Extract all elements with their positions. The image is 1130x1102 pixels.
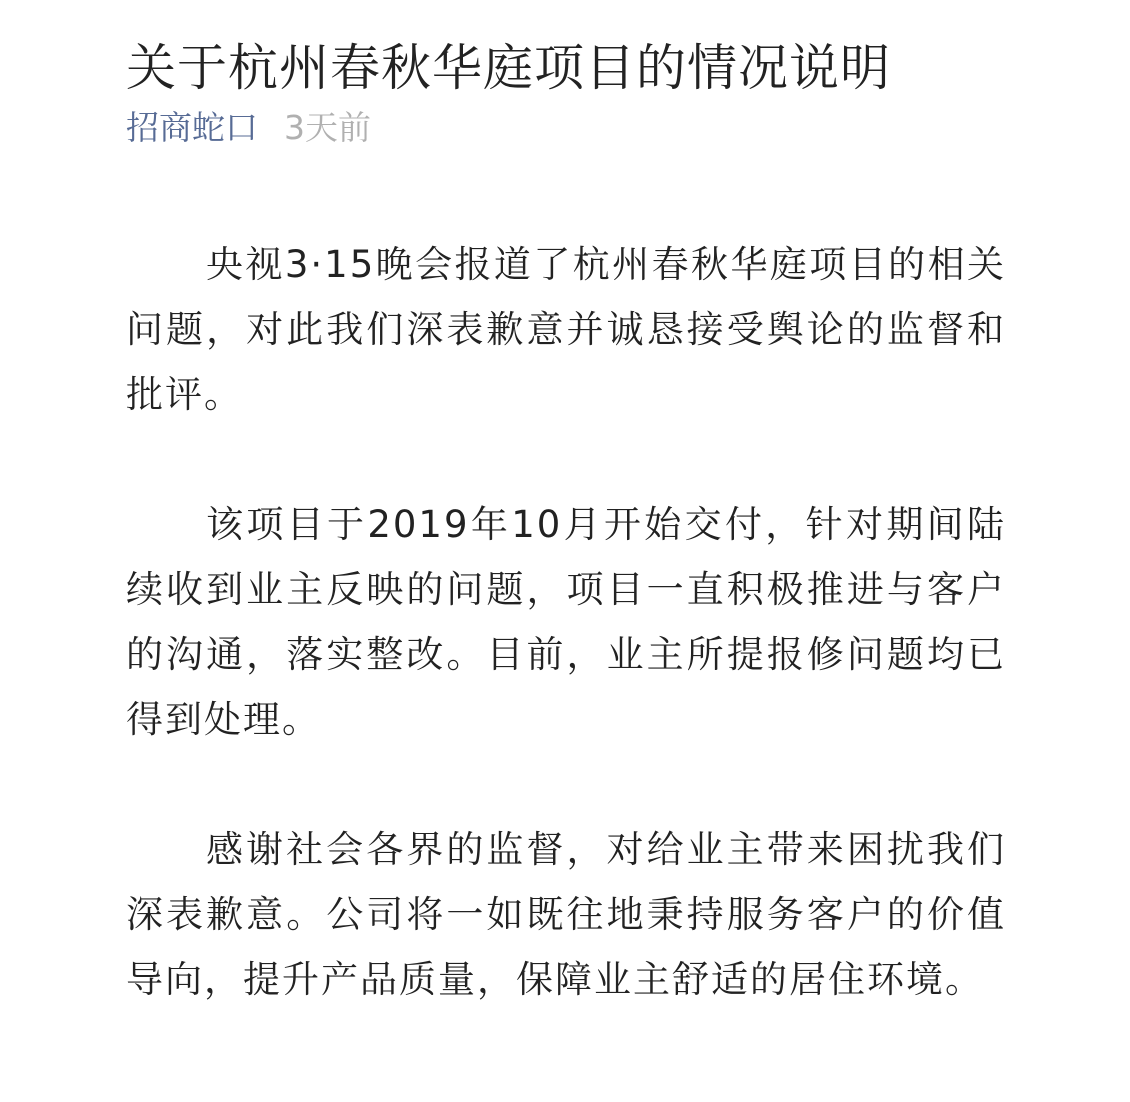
author-link[interactable]: 招商蛇口 [126, 108, 258, 147]
article-title: 关于杭州春秋华庭项目的情况说明 [126, 38, 891, 97]
publish-time: 3天前 [284, 108, 371, 147]
paragraph-3: 感谢社会各界的监督，对给业主带来困扰我们深表歉意。公司将一如既往地秉持服务客户的价值导向，提升产品质量，保障业主舒适的居住环境。 [126, 828, 1006, 1001]
article-meta [126, 106, 371, 150]
paragraph-1: 央视3·15晚会报道了杭州春秋华庭项目的相关问题，对此我们深表歉意并诚恳接受舆论的监督和批评。 [126, 243, 1006, 416]
article-body [126, 232, 1006, 1012]
paragraph-2: 该项目于2019年10月开始交付，针对期间陆续收到业主反映的问题，项目一直积极推进与客户的沟通，落实整改。目前，业主所提报修问题均已得到处理。 [126, 503, 1006, 741]
